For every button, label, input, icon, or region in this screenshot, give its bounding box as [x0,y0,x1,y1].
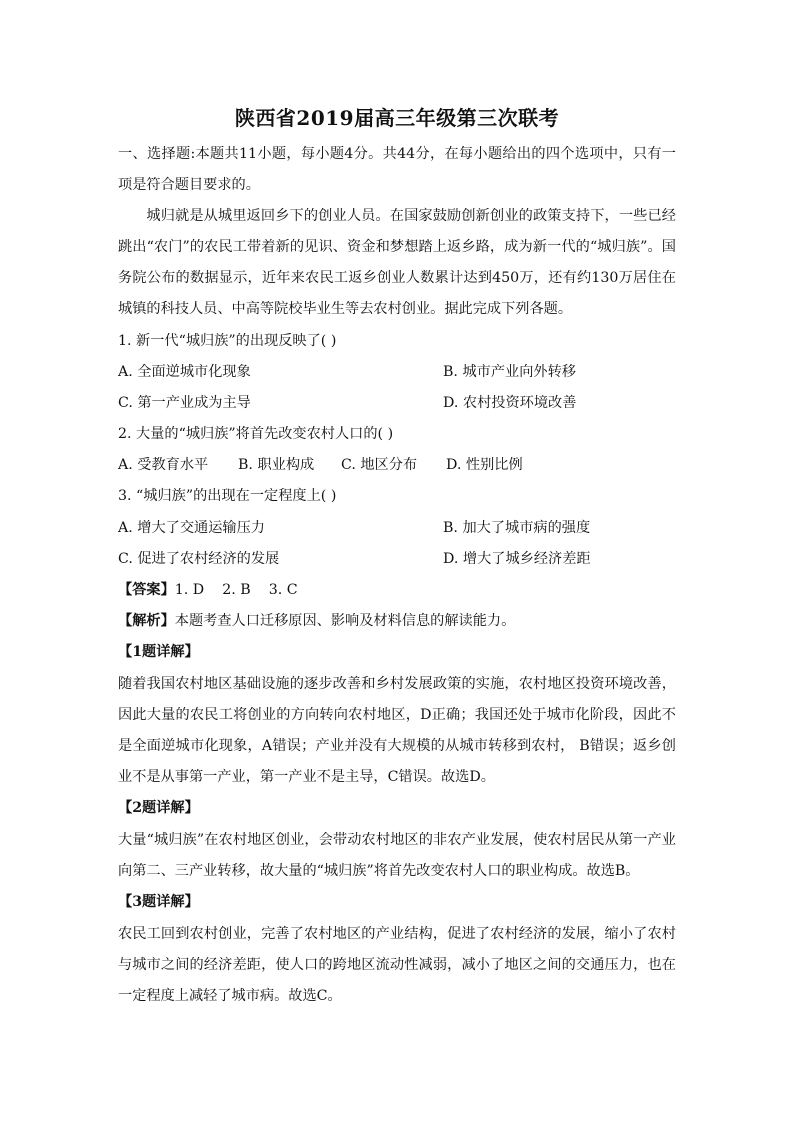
option: D. 增大了城乡经济差距 [443,551,591,567]
detail-text: 随着我国农村地区基础设施的逐步改善和乡村发展政策的实施，农村地区投资环境改善，因此大量的农民工将创业的方向转向农村地区，D正确；我国还处于城市化阶段，因此不是全面逆城市化现象，A错误；产业并没有大规模的从城市转移到农村， B错误；返乡创业不是从事第一产业，第一产业不是主导，C错误。故选D。 [118,676,676,785]
option: B. 城市产业向外转移 [443,364,576,380]
option: D. 性别比例 [446,457,523,473]
option: D. 农村投资环境改善 [443,395,577,411]
answer-text: 1. D 2. B 3. C [174,582,298,598]
option: B. 职业构成 [238,457,315,473]
option: B. 加大了城市病的强度 [443,520,591,536]
option-row [118,453,523,477]
detail-text: 大量“城归族”在农村地区创业，会带动农村地区的非农产业发展，使农村居民从第一产业向第二、三产业转移，故大量的“城归族”将首先改变农村人口的职业构成。故选B。 [118,832,676,879]
answer-label: 【答案】 [118,582,175,598]
option: C. 第一产业成为主导 [118,395,251,411]
detail-heading: 【1题详解】 [118,644,199,660]
answer-line [118,578,298,602]
detail-text: 农民工回到农村创业，完善了农村地区的产业结构，促进了农村经济的发展，缩小了农村与城市之间的经济差距，使人口的跨地区流动性减弱，减小了地区之间的交通压力，也在一定程度上减轻了城市病。故选C。 [118,926,676,1004]
option: A. 增大了交通运输压力 [118,520,265,536]
analysis-line [118,609,515,633]
analysis-text: 本题考查人口迁移原因、影响及材料信息的解读能力。 [174,613,516,629]
detail-heading: 【3题详解】 [118,894,199,910]
option: A. 受教育水平 [118,457,209,473]
question-stem: 3. “城归族”的出现在一定程度上( ) [118,488,337,504]
section-instructions: 一、选择题:本题共11小题，每小题4分。共44分，在每小题给出的四个选项中，只有一项是符合题目要求的。 [118,146,676,193]
option: C. 地区分布 [341,457,418,473]
option: C. 促进了农村经济的发展 [118,551,280,567]
reading-passage: 城归就是从城里返回乡下的创业人员。在国家鼓励创新创业的政策支持下，一些已经跳出“农门”的农民工带着新的见识、资金和梦想踏上返乡路，成为新一代的“城归族”。国务院公布的数据显示，近年来农民工返乡创业人数累计达到450万，还有约130万居住在城镇的科技人员、中高等院校毕业生等去农村创业。据此完成下列各题。 [118,208,676,317]
analysis-label: 【解析】 [118,613,175,629]
question-stem: 2. 大量的“城归族”将首先改变农村人口的( ) [118,426,394,442]
page-title: 陕西省2019届高三年级第三次联考 [234,106,560,130]
question-stem: 1. 新一代“城归族”的出现反映了( ) [118,333,337,349]
detail-heading: 【2题详解】 [118,800,199,816]
option: A. 全面逆城市化现象 [118,364,251,380]
